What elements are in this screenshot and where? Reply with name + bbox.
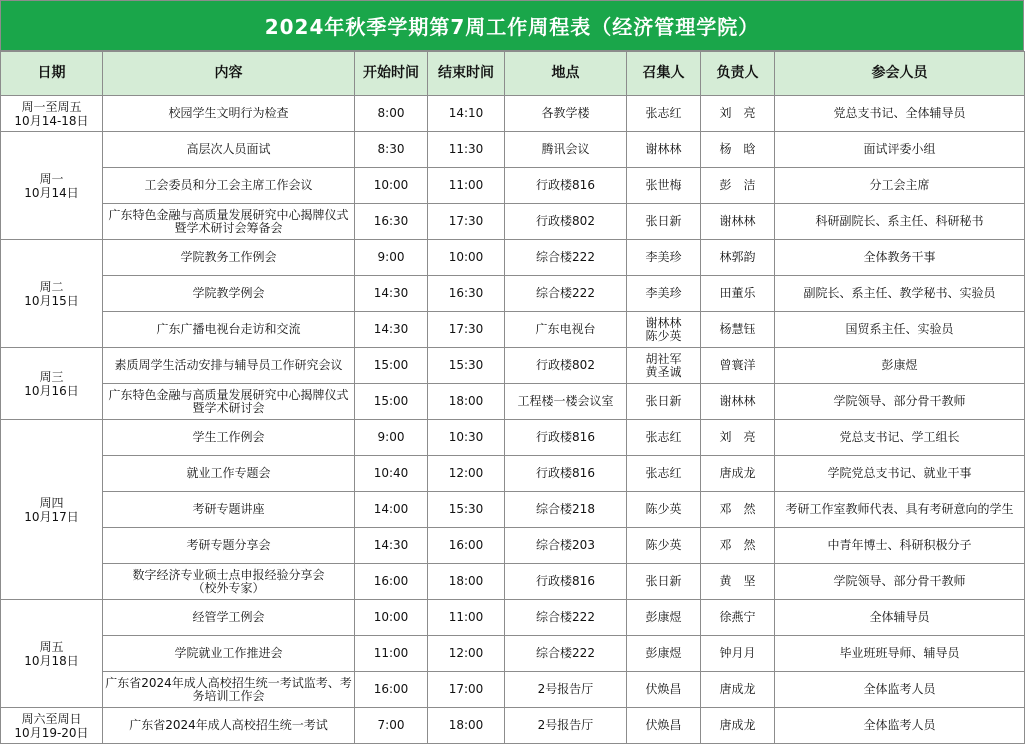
date-cell: 周一 10月14日 bbox=[1, 132, 103, 240]
table-row bbox=[1, 168, 1025, 204]
place-cell: 行政楼816 bbox=[505, 564, 627, 600]
end-time-cell: 17:00 bbox=[428, 672, 505, 708]
owner-cell: 彭 洁 bbox=[701, 168, 775, 204]
place-cell: 2号报告厅 bbox=[505, 708, 627, 744]
date-cell: 周五 10月18日 bbox=[1, 600, 103, 708]
start-time-cell: 8:30 bbox=[355, 132, 428, 168]
table-row bbox=[1, 132, 1025, 168]
table-row bbox=[1, 276, 1025, 312]
convener-cell: 李美珍 bbox=[627, 276, 701, 312]
page-title: 2024年秋季学期第7周工作周程表（经济管理学院） bbox=[0, 0, 1024, 51]
owner-cell: 谢林林 bbox=[701, 204, 775, 240]
owner-cell: 杨慧钰 bbox=[701, 312, 775, 348]
start-time-cell: 14:00 bbox=[355, 492, 428, 528]
header-owner: 负责人 bbox=[701, 52, 775, 96]
attendees-cell: 面试评委小组 bbox=[775, 132, 1025, 168]
place-cell: 工程楼一楼会议室 bbox=[505, 384, 627, 420]
convener-cell: 张志红 bbox=[627, 456, 701, 492]
table-row bbox=[1, 96, 1025, 132]
event-content-cell: 广东省2024年成人高校招生统一考试监考、考 务培训工作会 bbox=[103, 672, 355, 708]
table-row bbox=[1, 420, 1025, 456]
header-end-time: 结束时间 bbox=[428, 52, 505, 96]
place-cell: 行政楼816 bbox=[505, 420, 627, 456]
start-time-cell: 16:30 bbox=[355, 204, 428, 240]
event-content-cell: 高层次人员面试 bbox=[103, 132, 355, 168]
place-cell: 行政楼802 bbox=[505, 204, 627, 240]
owner-cell: 钟月月 bbox=[701, 636, 775, 672]
end-time-cell: 11:00 bbox=[428, 168, 505, 204]
convener-cell: 陈少英 bbox=[627, 528, 701, 564]
convener-cell: 陈少英 bbox=[627, 492, 701, 528]
start-time-cell: 14:30 bbox=[355, 528, 428, 564]
end-time-cell: 15:30 bbox=[428, 492, 505, 528]
event-content-cell: 广东省2024年成人高校招生统一考试 bbox=[103, 708, 355, 744]
start-time-cell: 7:00 bbox=[355, 708, 428, 744]
attendees-cell: 中青年博士、科研积极分子 bbox=[775, 528, 1025, 564]
event-content-cell: 工会委员和分工会主席工作会议 bbox=[103, 168, 355, 204]
start-time-cell: 11:00 bbox=[355, 636, 428, 672]
place-cell: 行政楼816 bbox=[505, 456, 627, 492]
owner-cell: 刘 亮 bbox=[701, 420, 775, 456]
event-content-cell: 考研专题分享会 bbox=[103, 528, 355, 564]
convener-cell: 谢林林 陈少英 bbox=[627, 312, 701, 348]
owner-cell: 林郭韵 bbox=[701, 240, 775, 276]
table-row bbox=[1, 240, 1025, 276]
convener-cell: 张日新 bbox=[627, 384, 701, 420]
attendees-cell: 毕业班班导师、辅导员 bbox=[775, 636, 1025, 672]
start-time-cell: 10:00 bbox=[355, 600, 428, 636]
owner-cell: 刘 亮 bbox=[701, 96, 775, 132]
attendees-cell: 全体监考人员 bbox=[775, 708, 1025, 744]
table-row bbox=[1, 456, 1025, 492]
end-time-cell: 18:00 bbox=[428, 564, 505, 600]
event-content-cell: 就业工作专题会 bbox=[103, 456, 355, 492]
start-time-cell: 8:00 bbox=[355, 96, 428, 132]
end-time-cell: 18:00 bbox=[428, 384, 505, 420]
table-row bbox=[1, 492, 1025, 528]
owner-cell: 唐成龙 bbox=[701, 708, 775, 744]
event-content-cell: 素质周学生活动安排与辅导员工作研究会议 bbox=[103, 348, 355, 384]
table-row bbox=[1, 312, 1025, 348]
place-cell: 各教学楼 bbox=[505, 96, 627, 132]
header-content: 内容 bbox=[103, 52, 355, 96]
convener-cell: 张日新 bbox=[627, 204, 701, 240]
place-cell: 综合楼222 bbox=[505, 600, 627, 636]
place-cell: 综合楼218 bbox=[505, 492, 627, 528]
convener-cell: 李美珍 bbox=[627, 240, 701, 276]
owner-cell: 邓 然 bbox=[701, 528, 775, 564]
convener-cell: 张志红 bbox=[627, 96, 701, 132]
end-time-cell: 14:10 bbox=[428, 96, 505, 132]
owner-cell: 徐燕宁 bbox=[701, 600, 775, 636]
owner-cell: 谢林林 bbox=[701, 384, 775, 420]
table-row bbox=[1, 204, 1025, 240]
owner-cell: 杨 晗 bbox=[701, 132, 775, 168]
place-cell: 综合楼203 bbox=[505, 528, 627, 564]
start-time-cell: 15:00 bbox=[355, 384, 428, 420]
place-cell: 行政楼802 bbox=[505, 348, 627, 384]
attendees-cell: 考研工作室教师代表、具有考研意向的学生 bbox=[775, 492, 1025, 528]
end-time-cell: 12:00 bbox=[428, 456, 505, 492]
end-time-cell: 11:30 bbox=[428, 132, 505, 168]
table-row bbox=[1, 672, 1025, 708]
place-cell: 广东电视台 bbox=[505, 312, 627, 348]
header-row bbox=[1, 52, 1025, 96]
end-time-cell: 10:00 bbox=[428, 240, 505, 276]
attendees-cell: 全体教务干事 bbox=[775, 240, 1025, 276]
start-time-cell: 16:00 bbox=[355, 564, 428, 600]
start-time-cell: 10:00 bbox=[355, 168, 428, 204]
event-content-cell: 广东特色金融与高质量发展研究中心揭牌仪式 暨学术研讨会 bbox=[103, 384, 355, 420]
date-cell: 周四 10月17日 bbox=[1, 420, 103, 600]
schedule-table bbox=[0, 51, 1025, 744]
header-convener: 召集人 bbox=[627, 52, 701, 96]
event-content-cell: 校园学生文明行为检查 bbox=[103, 96, 355, 132]
attendees-cell: 国贸系主任、实验员 bbox=[775, 312, 1025, 348]
end-time-cell: 15:30 bbox=[428, 348, 505, 384]
event-content-cell: 数字经济专业硕士点申报经验分享会 （校外专家） bbox=[103, 564, 355, 600]
table-row bbox=[1, 708, 1025, 744]
attendees-cell: 全体辅导员 bbox=[775, 600, 1025, 636]
start-time-cell: 16:00 bbox=[355, 672, 428, 708]
event-content-cell: 经管学工例会 bbox=[103, 600, 355, 636]
place-cell: 2号报告厅 bbox=[505, 672, 627, 708]
end-time-cell: 16:00 bbox=[428, 528, 505, 564]
date-cell: 周一至周五 10月14-18日 bbox=[1, 96, 103, 132]
start-time-cell: 10:40 bbox=[355, 456, 428, 492]
event-content-cell: 广东广播电视台走访和交流 bbox=[103, 312, 355, 348]
table-row bbox=[1, 528, 1025, 564]
event-content-cell: 学生工作例会 bbox=[103, 420, 355, 456]
convener-cell: 谢林林 bbox=[627, 132, 701, 168]
end-time-cell: 16:30 bbox=[428, 276, 505, 312]
owner-cell: 曾寰洋 bbox=[701, 348, 775, 384]
attendees-cell: 分工会主席 bbox=[775, 168, 1025, 204]
header-place: 地点 bbox=[505, 52, 627, 96]
convener-cell: 张日新 bbox=[627, 564, 701, 600]
owner-cell: 唐成龙 bbox=[701, 456, 775, 492]
start-time-cell: 15:00 bbox=[355, 348, 428, 384]
attendees-cell: 学院领导、部分骨干教师 bbox=[775, 564, 1025, 600]
end-time-cell: 18:00 bbox=[428, 708, 505, 744]
place-cell: 腾讯会议 bbox=[505, 132, 627, 168]
end-time-cell: 10:30 bbox=[428, 420, 505, 456]
table-row bbox=[1, 348, 1025, 384]
place-cell: 行政楼816 bbox=[505, 168, 627, 204]
start-time-cell: 9:00 bbox=[355, 240, 428, 276]
attendees-cell: 党总支书记、学工组长 bbox=[775, 420, 1025, 456]
event-content-cell: 学院就业工作推进会 bbox=[103, 636, 355, 672]
table-row bbox=[1, 384, 1025, 420]
date-cell: 周三 10月16日 bbox=[1, 348, 103, 420]
attendees-cell: 党总支书记、全体辅导员 bbox=[775, 96, 1025, 132]
attendees-cell: 学院党总支书记、就业干事 bbox=[775, 456, 1025, 492]
header-attendees: 参会人员 bbox=[775, 52, 1025, 96]
place-cell: 综合楼222 bbox=[505, 636, 627, 672]
date-cell: 周二 10月15日 bbox=[1, 240, 103, 348]
end-time-cell: 12:00 bbox=[428, 636, 505, 672]
header-date: 日期 bbox=[1, 52, 103, 96]
convener-cell: 彭康煜 bbox=[627, 600, 701, 636]
place-cell: 综合楼222 bbox=[505, 240, 627, 276]
convener-cell: 张世梅 bbox=[627, 168, 701, 204]
end-time-cell: 11:00 bbox=[428, 600, 505, 636]
start-time-cell: 14:30 bbox=[355, 276, 428, 312]
owner-cell: 田董乐 bbox=[701, 276, 775, 312]
start-time-cell: 9:00 bbox=[355, 420, 428, 456]
attendees-cell: 彭康煜 bbox=[775, 348, 1025, 384]
end-time-cell: 17:30 bbox=[428, 312, 505, 348]
end-time-cell: 17:30 bbox=[428, 204, 505, 240]
header-start-time: 开始时间 bbox=[355, 52, 428, 96]
start-time-cell: 14:30 bbox=[355, 312, 428, 348]
convener-cell: 伏焕昌 bbox=[627, 672, 701, 708]
event-content-cell: 广东特色金融与高质量发展研究中心揭牌仪式 暨学术研讨会筹备会 bbox=[103, 204, 355, 240]
event-content-cell: 学院教务工作例会 bbox=[103, 240, 355, 276]
convener-cell: 张志红 bbox=[627, 420, 701, 456]
event-content-cell: 学院教学例会 bbox=[103, 276, 355, 312]
attendees-cell: 科研副院长、系主任、科研秘书 bbox=[775, 204, 1025, 240]
table-row bbox=[1, 600, 1025, 636]
attendees-cell: 全体监考人员 bbox=[775, 672, 1025, 708]
convener-cell: 胡社军 黄圣诚 bbox=[627, 348, 701, 384]
event-content-cell: 考研专题讲座 bbox=[103, 492, 355, 528]
table-row bbox=[1, 564, 1025, 600]
convener-cell: 彭康煜 bbox=[627, 636, 701, 672]
attendees-cell: 副院长、系主任、教学秘书、实验员 bbox=[775, 276, 1025, 312]
owner-cell: 邓 然 bbox=[701, 492, 775, 528]
place-cell: 综合楼222 bbox=[505, 276, 627, 312]
owner-cell: 黄 坚 bbox=[701, 564, 775, 600]
attendees-cell: 学院领导、部分骨干教师 bbox=[775, 384, 1025, 420]
date-cell: 周六至周日 10月19-20日 bbox=[1, 708, 103, 744]
schedule-body bbox=[1, 96, 1025, 744]
convener-cell: 伏焕昌 bbox=[627, 708, 701, 744]
table-row bbox=[1, 636, 1025, 672]
owner-cell: 唐成龙 bbox=[701, 672, 775, 708]
